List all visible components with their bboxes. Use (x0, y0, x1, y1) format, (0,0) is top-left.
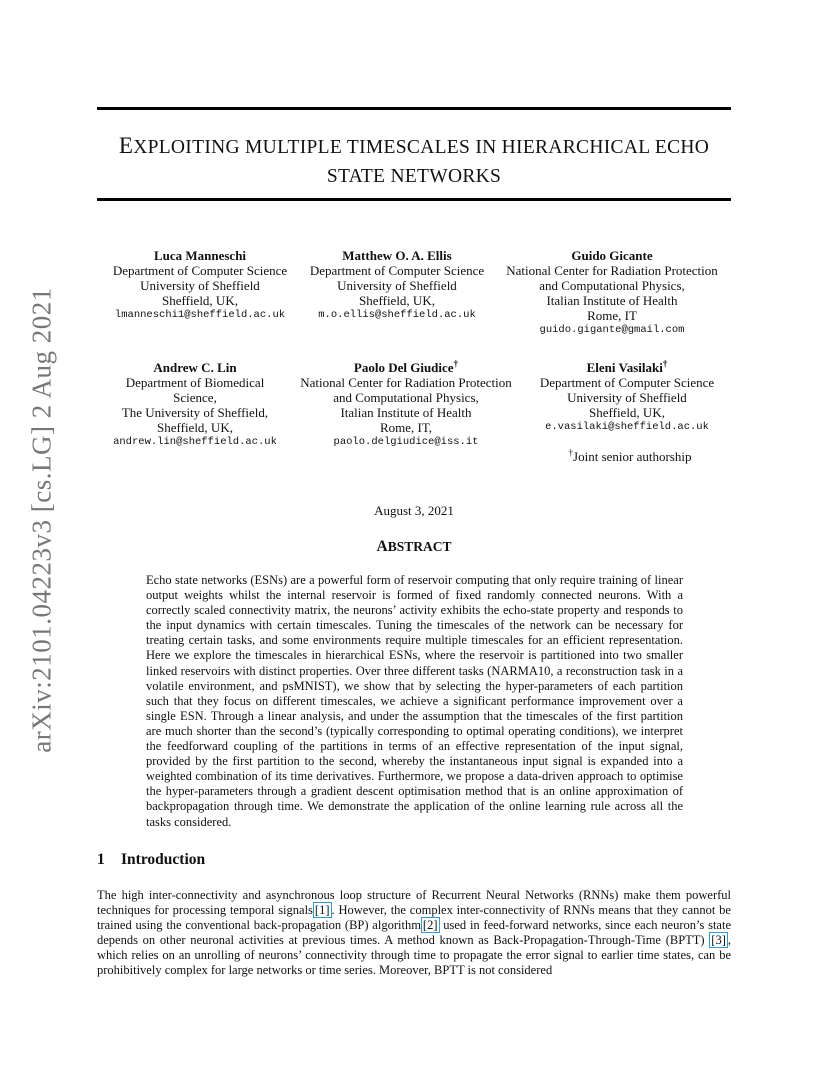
author-name: Matthew O. A. Ellis (342, 248, 452, 263)
author-email[interactable]: paolo.delgiudice@iss.it (333, 436, 479, 448)
dagger-mark: † (453, 358, 459, 369)
author-affiliation: Sheffield, UK, (162, 293, 238, 308)
author-affiliation: Sheffield, UK, (359, 293, 435, 308)
author-affiliation: Sheffield, UK, (157, 420, 233, 435)
paper-date: August 3, 2021 (374, 503, 454, 518)
section-number: 1 (97, 851, 105, 868)
author-name (290, 360, 522, 375)
author-affiliation: Science, (173, 390, 217, 405)
author-affiliation: National Center for Radiation Protection (300, 375, 512, 390)
author-name: Guido Gicante (571, 248, 653, 263)
author-block (290, 360, 522, 450)
author-affiliation: Department of Computer Science (309, 263, 485, 278)
author-name-text: Paolo Del Giudice (353, 360, 454, 375)
paper-title (97, 131, 731, 191)
arxiv-stamp: arXiv:2101.04223v3 [cs.LG] 2 Aug 2021 (26, 287, 57, 753)
author-affiliation: Department of Computer Science (112, 263, 288, 278)
author-affiliation: University of Sheffield (567, 390, 687, 405)
author-email[interactable]: e.vasilaki@sheffield.ac.uk (545, 421, 709, 433)
citation-link[interactable]: [3] (711, 933, 726, 948)
author-block (100, 248, 300, 323)
author-affiliation: Italian Institute of Health (546, 293, 678, 308)
author-name: Andrew C. Lin (153, 360, 237, 375)
title-line-2: STATE NETWORKS (326, 166, 502, 187)
citation-link[interactable]: [1] (314, 903, 330, 918)
author-affiliation: Italian Institute of Health (340, 405, 472, 420)
title-initial: E (118, 133, 134, 158)
intro-paragraph (97, 888, 731, 979)
abstract-text: Echo state networks (ESNs) are a powerful form of reservoir computing that only require training of linear output weights whilst the internal reservoir is formed of fixed randomly connected neurons. With a correctly scaled connectivity matrix, the neurons’ activity exhibits the echo-state property and responds to the input dynamics with certain timescales. Tuning the timescales of the network can be necessary for treating certain tasks, and some environments require multiple timescales for an efficient representation. Here we explore the timescales in hierarchical ESNs, where the reservoir is partitioned into two smaller linked reservoirs with distinct properties. Over three different tasks (NARMA10, a reconstruction task in a volatile environment, and psMNIST), we show that by selecting the hyper-parameters of each partition such that they focus on different timescales, we achieve a significant performance improvement over a single ESN. Through a linear analysis, and under the assumption that the timescales of the first partition are much shorter than the second’s (typically corresponding to optimal operating conditions), we interpret the feedforward coupling of the partitions in terms of an effective representation of the input signal, provided by the first partition to the second, whereby the instantaneous input signal is expanded into a weighted combination of its time derivatives. Furthermore, we propose a data-driven approach to optimise the hyper-parameters through a gradient descent optimisation method that is an online approximation of backpropagation through time. We demonstrate the application of the online learning rule across all the tasks considered. (146, 573, 683, 829)
author-affiliation: Rome, IT (587, 308, 637, 323)
author-name-text: Eleni Vasilaki (586, 360, 663, 375)
abstract-heading-initial: A (376, 538, 388, 555)
section-heading (97, 851, 205, 869)
intro-text: . However, the complex inter-connectivity of RNNs means that they cannot be trained using the conventional back-propagation (BP) algorithm (97, 903, 731, 933)
author-affiliation: and Computational Physics, (333, 390, 479, 405)
author-affiliation: Department of Computer Science (539, 375, 715, 390)
author-affiliation: University of Sheffield (337, 278, 457, 293)
joint-authorship-note (540, 449, 720, 465)
author-name (527, 360, 727, 375)
author-email[interactable]: guido.gigante@gmail.com (539, 324, 685, 336)
footnote-text: Joint senior authorship (573, 449, 692, 464)
dagger-mark: † (662, 358, 668, 369)
author-affiliation: Sheffield, UK, (589, 405, 665, 420)
author-email[interactable]: lmanneschi1@sheffield.ac.uk (114, 309, 286, 321)
author-affiliation: National Center for Radiation Protection (506, 263, 718, 278)
abstract-heading (97, 538, 731, 556)
author-affiliation: Rome, IT, (379, 420, 433, 435)
abstract-heading-rest: BSTRACT (387, 539, 452, 554)
author-email[interactable]: m.o.ellis@sheffield.ac.uk (318, 309, 476, 321)
author-block (527, 360, 727, 435)
title-line-1: XPLOITING MULTIPLE TIMESCALES IN HIERARCHICAL ECHO (133, 137, 710, 158)
author-block (496, 248, 728, 338)
author-affiliation: Department of Biomedical (125, 375, 265, 390)
author-affiliation: University of Sheffield (140, 278, 260, 293)
intro-text: , which relies on an unrolling of neurons’ connectivity through time to propagate the error signal to earlier time states, can be prohibitively complex for large networks or time series. Moreover, BPTT is not considered (97, 933, 731, 978)
intro-text: used in feed-forward networks, since each neuron’s state depends on other neuronal activities at previous times. A method known as Back-Propagation-Through-Time (BPTT) (97, 918, 731, 948)
author-affiliation: and Computational Physics, (539, 278, 685, 293)
author-affiliation: The University of Sheffield, (121, 405, 269, 420)
intro-text: The high inter-connectivity and asynchronous loop structure of Recurrent Neural Networks (RNNs) make them powerful techniques for processing temporal signals (97, 888, 731, 918)
bottom-title-rule (97, 198, 731, 201)
author-block (95, 360, 295, 450)
author-email[interactable]: andrew.lin@sheffield.ac.uk (113, 436, 277, 448)
section-title: Introduction (121, 851, 206, 868)
dagger-mark: † (568, 447, 574, 458)
citation-link[interactable]: [2] (422, 918, 438, 933)
top-rule (97, 107, 731, 110)
author-name: Luca Manneschi (153, 248, 247, 263)
author-block (297, 248, 497, 323)
